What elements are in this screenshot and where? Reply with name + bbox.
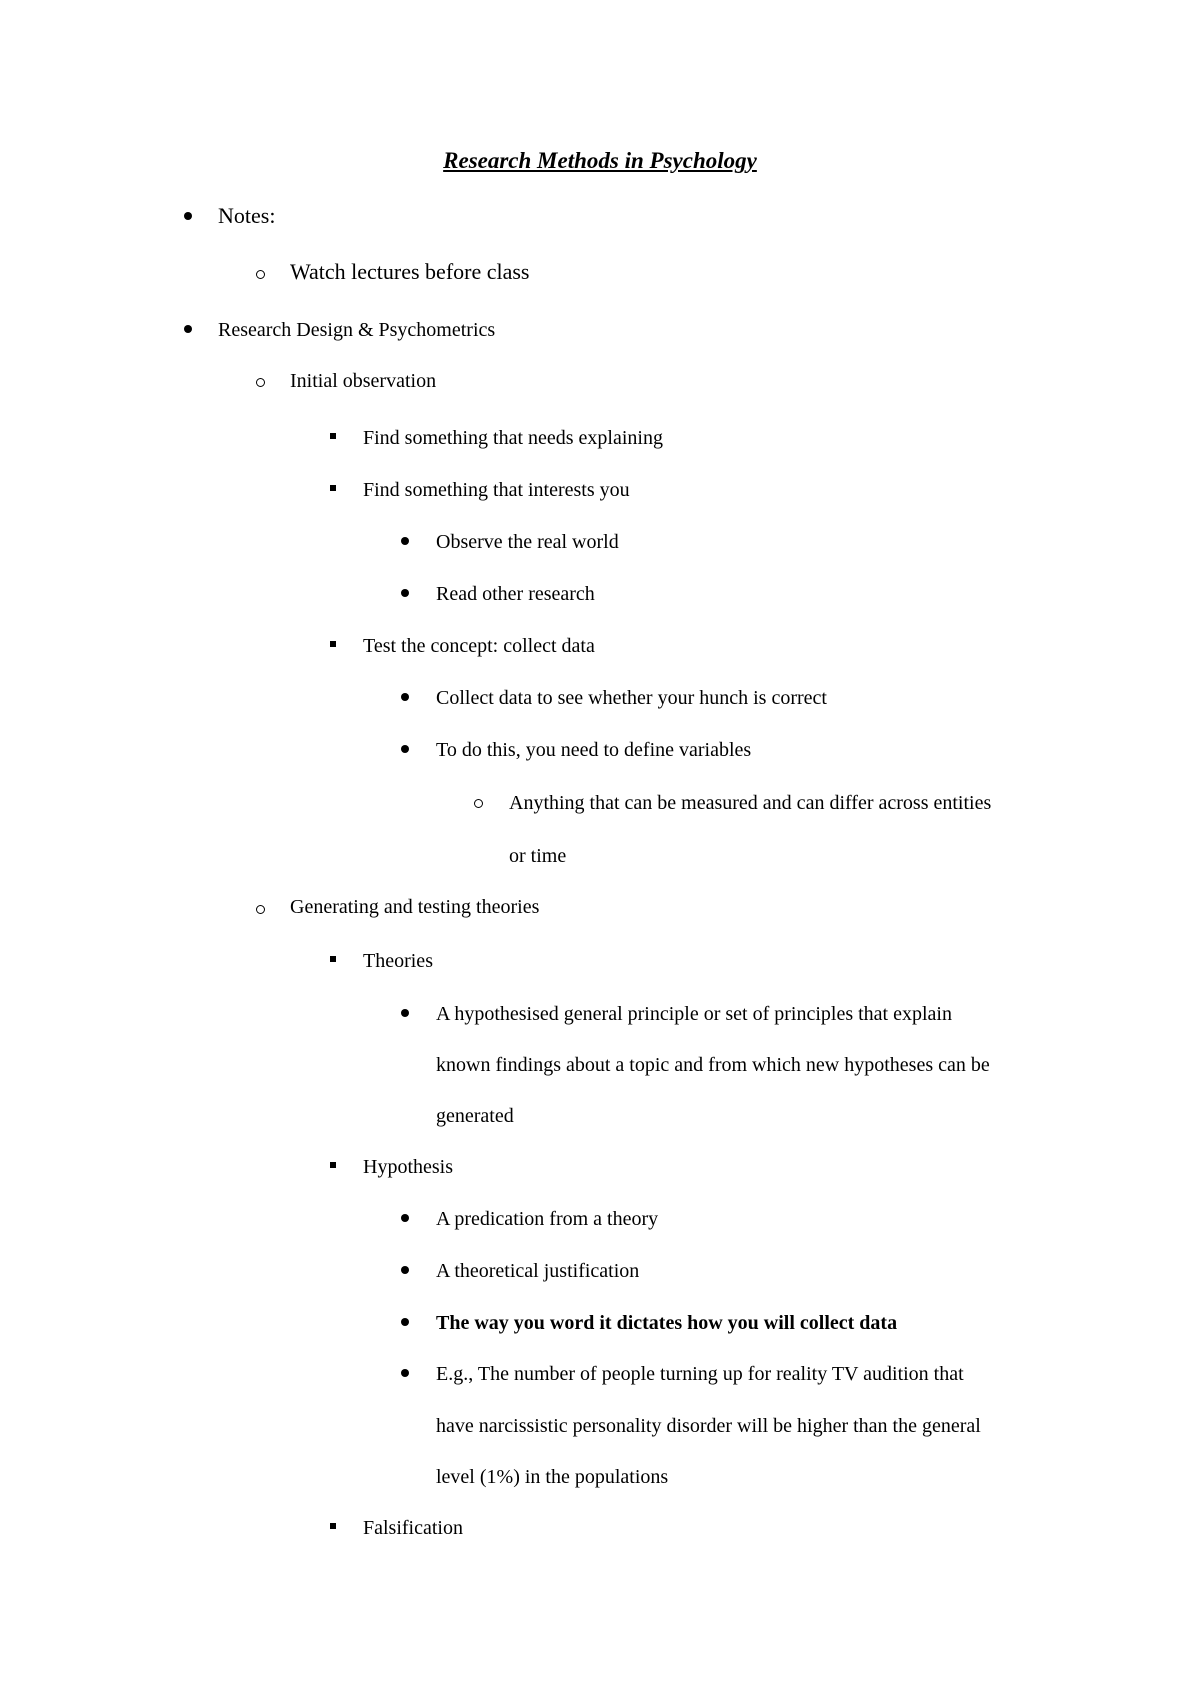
disc-bullet-icon: [401, 1214, 409, 1222]
disc-bullet-icon: [401, 1266, 409, 1274]
disc-bullet-icon: [401, 589, 409, 597]
list-item: To do this, you need to define variables: [436, 739, 752, 761]
list-item: Watch lectures before class: [290, 259, 530, 284]
disc-bullet-icon: [184, 212, 192, 220]
list-item: Research Design & Psychometrics: [218, 319, 496, 341]
document-title: Research Methods in Psychology: [443, 148, 757, 173]
list-item-continuation: level (1%) in the populations: [436, 1466, 669, 1488]
list-item: A predication from a theory: [436, 1208, 659, 1230]
list-item: Collect data to see whether your hunch is correct: [436, 687, 827, 709]
square-bullet-icon: [330, 956, 336, 962]
list-item: Falsification: [363, 1517, 463, 1539]
disc-bullet-icon: [401, 1369, 409, 1377]
circle-bullet-icon: [256, 270, 265, 279]
list-item: Observe the real world: [436, 531, 619, 553]
list-item: Theories: [363, 950, 433, 972]
square-bullet-icon: [330, 641, 336, 647]
list-item-continuation: known findings about a topic and from which new hypotheses can be: [436, 1054, 990, 1076]
list-item: Find something that needs explaining: [363, 427, 663, 449]
disc-bullet-icon: [401, 1009, 409, 1017]
list-item: The way you word it dictates how you will collect data: [436, 1312, 898, 1334]
list-item: A theoretical justification: [436, 1260, 640, 1282]
square-bullet-icon: [330, 485, 336, 491]
list-item: Notes:: [218, 203, 276, 228]
circle-bullet-icon: [474, 799, 483, 808]
square-bullet-icon: [330, 433, 336, 439]
square-bullet-icon: [330, 1162, 336, 1168]
circle-bullet-icon: [256, 905, 265, 914]
list-item: Anything that can be measured and can differ across entities: [509, 792, 992, 814]
disc-bullet-icon: [401, 745, 409, 753]
disc-bullet-icon: [401, 1318, 409, 1326]
list-item: A hypothesised general principle or set of principles that explain: [436, 1003, 952, 1025]
list-item-continuation: or time: [509, 845, 567, 867]
circle-bullet-icon: [256, 378, 265, 387]
square-bullet-icon: [330, 1523, 336, 1529]
list-item-continuation: generated: [436, 1105, 514, 1127]
list-item: Hypothesis: [363, 1156, 453, 1178]
list-item: Test the concept: collect data: [363, 635, 595, 657]
list-item: E.g., The number of people turning up for reality TV audition that: [436, 1363, 964, 1385]
list-item: Initial observation: [290, 370, 437, 392]
disc-bullet-icon: [401, 537, 409, 545]
disc-bullet-icon: [184, 325, 192, 333]
disc-bullet-icon: [401, 693, 409, 701]
list-item: Read other research: [436, 583, 595, 605]
list-item-continuation: have narcissistic personality disorder will be higher than the general: [436, 1415, 981, 1437]
list-item: Generating and testing theories: [290, 896, 540, 918]
list-item: Find something that interests you: [363, 479, 630, 501]
